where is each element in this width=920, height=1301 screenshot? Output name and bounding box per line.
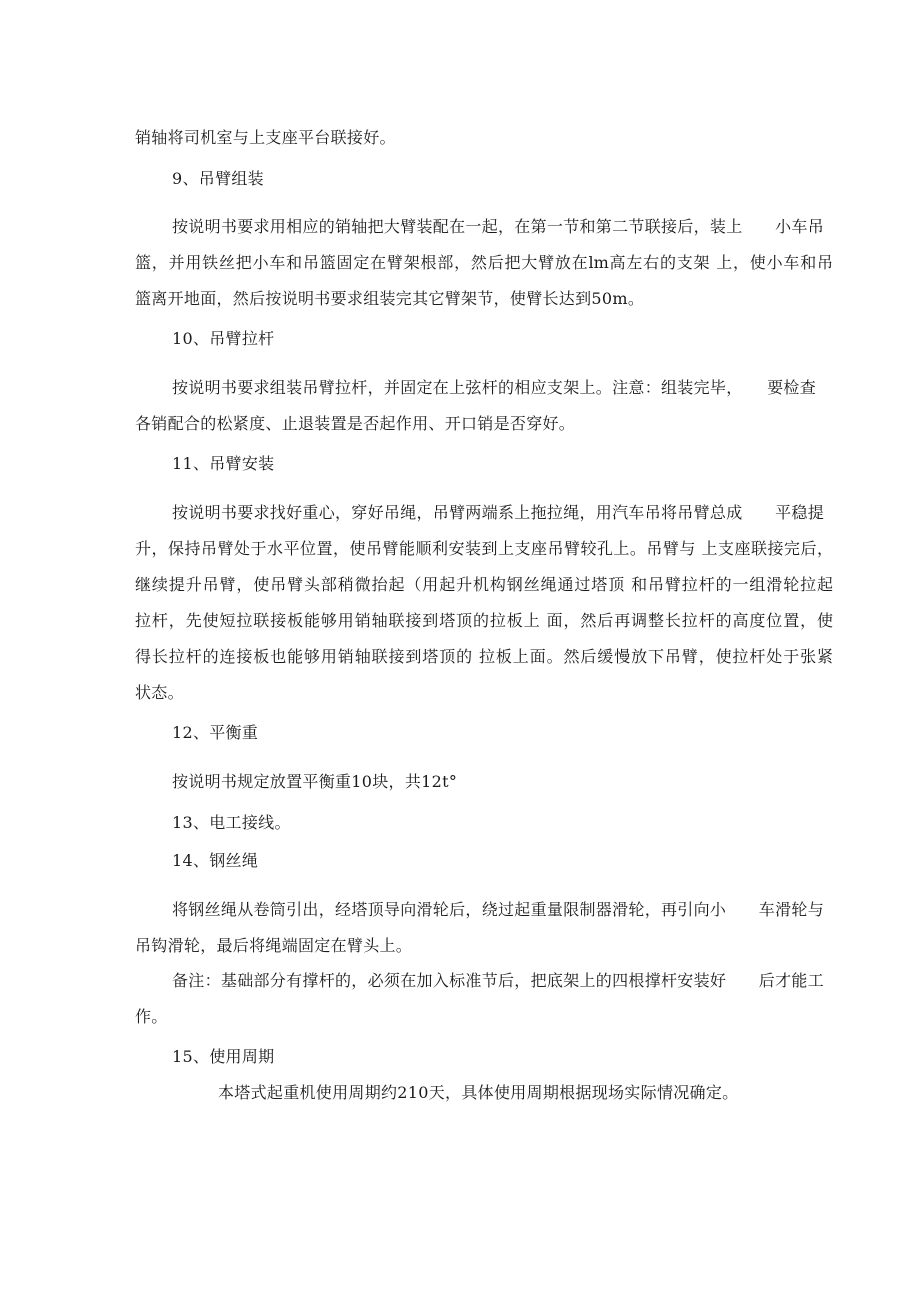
paragraph-line: 按说明书要求用相应的销轴把大臂装配在一起，在第一节和第二节联接后，装上 小车吊 xyxy=(172,217,825,236)
paragraph-line: 按说明书要求组装吊臂拉杆，并固定在上弦杆的相应支架上。注意：组装完毕， 要检查 xyxy=(172,378,817,397)
paragraph-line: 按说明书要求找好重心，穿好吊绳，吊臂两端系上拖拉绳，用汽车吊将吊臂总成 平稳提 xyxy=(172,503,825,522)
paragraph-line: 状态。 xyxy=(135,683,184,702)
paragraph-line: 篮离开地面，然后按说明书要求组装完其它臂架节，使臂长达到50m。 xyxy=(135,289,645,308)
paragraph-line: 继续提升吊臂，使吊臂头部稍微抬起（用起升机构钢丝绳通过塔顶 和吊臂拉杆的一组滑轮拉起 xyxy=(135,575,833,594)
paragraph-line: 将钢丝绳从卷筒引出，经塔顶导向滑轮后，绕过起重量限制器滑轮，再引向小 车滑轮与 xyxy=(172,900,825,919)
section-heading-13: 13、电工接线。 xyxy=(172,813,291,832)
paragraph-line: 拉杆，先使短拉联接板能够用销轴联接到塔顶的拉板上 面，然后再调整长拉杆的高度位置，使 xyxy=(135,611,833,630)
paragraph-line: 吊钩滑轮，最后将绳端固定在臂头上。 xyxy=(135,936,413,955)
section-heading-14: 14、钢丝绳 xyxy=(172,851,259,870)
note-line: 备注：基础部分有撑杆的，必须在加入标准节后，把底架上的四根撑杆安装好 后才能工 xyxy=(172,971,825,990)
section-heading-10: 10、吊臂拉杆 xyxy=(172,329,275,348)
paragraph-line: 篮，并用铁丝把小车和吊篮固定在臂架根部，然后把大臂放在lm高左右的支架 上，使小车和吊 xyxy=(135,253,833,272)
paragraph-line: 各销配合的松紧度、止退装置是否起作用、开口销是否穿好。 xyxy=(135,414,576,433)
paragraph-line: 升，保持吊臂处于水平位置，使吊臂能顺利安装到上支座吊臂较孔上。吊臂与 上支座联接完后， xyxy=(135,539,833,558)
paragraph-line: 按说明书规定放置平衡重10块，共12t° xyxy=(172,772,458,791)
paragraph-line: 本塔式起重机使用周期约210天，具体使用周期根据现场实际情况确定。 xyxy=(218,1083,739,1102)
paragraph-line: 得长拉杆的连接板也能够用销轴联接到塔顶的 拉板上面。然后缓慢放下吊臂，使拉杆处于张紧 xyxy=(135,647,833,666)
note-line: 作。 xyxy=(135,1007,168,1026)
section-heading-11: 11、吊臂安装 xyxy=(172,454,275,473)
section-heading-15: 15、使用周期 xyxy=(172,1047,275,1066)
section-heading-9: 9、吊臂组装 xyxy=(172,169,264,188)
section-heading-12: 12、平衡重 xyxy=(172,723,259,742)
paragraph-line: 销轴将司机室与上支座平台联接好。 xyxy=(135,128,396,147)
